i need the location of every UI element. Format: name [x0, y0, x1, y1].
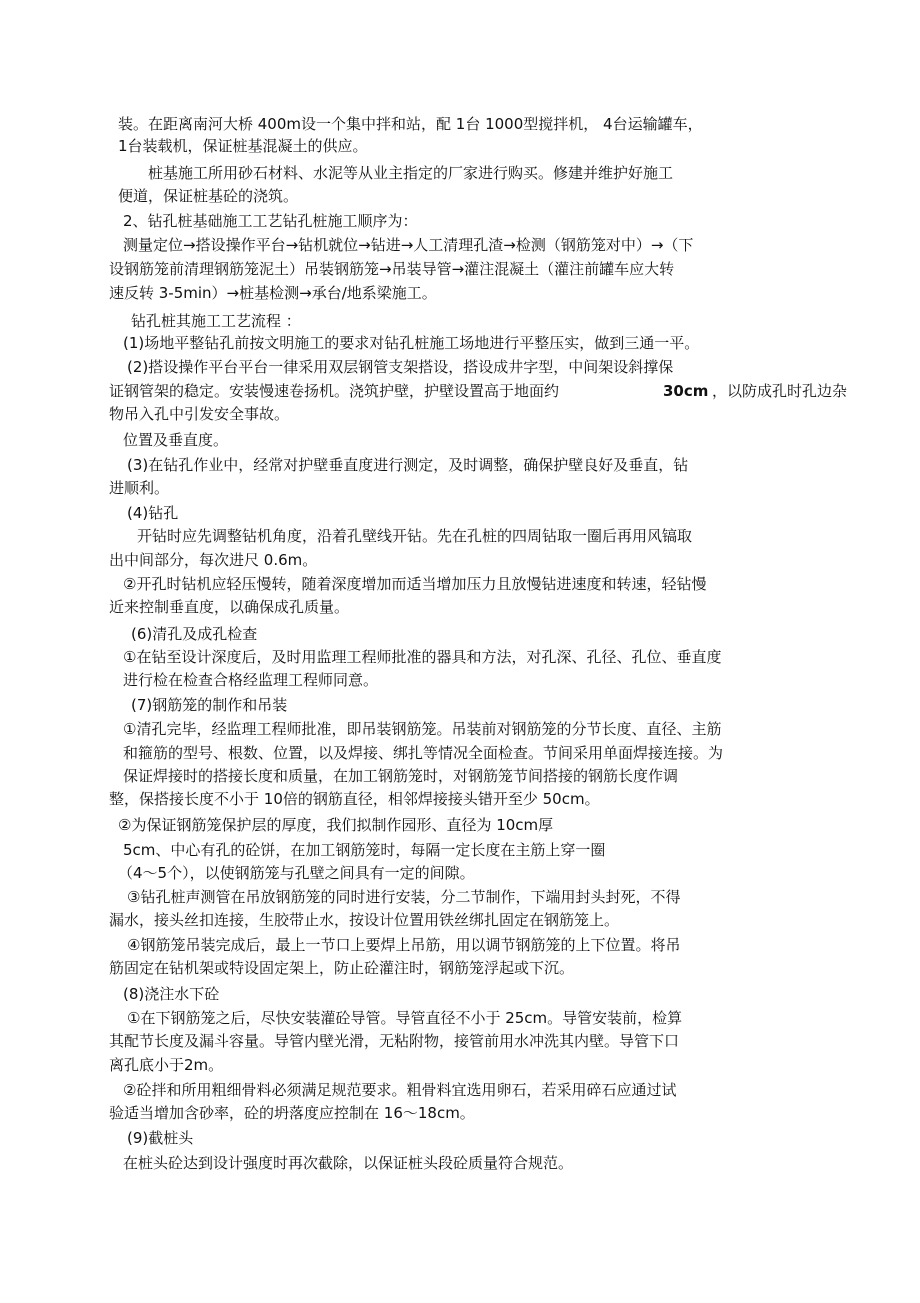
text-line: 近来控制垂直度，以确保成孔质量。	[109, 598, 350, 616]
text-line: (2)搭设操作平台平台一律采用双层钢管支架搭设，搭设成井字型，中间架设斜撑保	[127, 358, 674, 376]
text-line: 钻孔桩其施工工艺流程 ：	[131, 312, 301, 330]
text-line: 证钢管架的稳定。安装慢速卷扬机。浇筑护壁，护壁设置高于地面约	[109, 382, 560, 400]
text-line: 便道，保证桩基砼的浇筑。	[118, 187, 299, 205]
text-line: 离孔底小于2m。	[109, 1056, 224, 1074]
text-line: ①在钻至设计深度后，及时用监理工程师批准的器具和方法，对孔深、孔径、孔位、垂直度	[123, 648, 722, 666]
text-line: 整，保搭接长度不小于 10倍的钢筋直径，相邻焊接接头错开至少 50cm。	[109, 790, 600, 808]
text-line: (3)在钻孔作业中，经常对护壁垂直度进行测定，及时调整，确保护壁良好及垂直，钻	[127, 456, 689, 474]
text-line: ②为保证钢筋笼保护层的厚度，我们拟制作园形、直径为 10cm厚	[118, 816, 554, 834]
text-line: 物吊入孔中引发安全事故。	[109, 405, 290, 423]
text-line: 速反转 3-5min）→桩基检测→承台/地系梁施工。	[109, 284, 437, 302]
text-line: ②砼拌和所用粗细骨料必须满足规范要求。粗骨料宜选用卵石，若采用碎石应通过试	[123, 1081, 677, 1099]
text-line: ①在下钢筋笼之后，尽快安装灌砼导管。导管直径不小于 25cm。导管安装前，检算	[127, 1009, 683, 1027]
text-line: (1)场地平整钻孔前按文明施工的要求对钻孔桩施工场地进行平整压实，做到三通一平。	[123, 334, 700, 352]
text-line: 进行检在检查合格经监理工程师同意。	[123, 671, 379, 689]
text-line: ④钢筋笼吊装完成后，最上一节口上要焊上吊筋，用以调节钢筋笼的上下位置。将吊	[127, 936, 681, 954]
text-line: 和箍筋的型号、根数、位置，以及焊接、绑扎等情况全面检查。节间采用单面焊接连接。为	[123, 744, 724, 762]
text-line: 在桩头砼达到设计强度时再次截除，以保证桩头段砼质量符合规范。	[123, 1154, 574, 1172]
text-line: 桩基施工所用砂石材料、水泥等从业主指定的厂家进行购买。修建并维护好施工	[148, 164, 674, 182]
text-line: 筋固定在钻机架或特设固定架上，防止砼灌注时，钢筋笼浮起或下沉。	[109, 959, 575, 977]
text-line: 验适当增加含砂率，砼的坍落度应控制在 16～18cm。	[109, 1104, 475, 1122]
section-heading: 2、钻孔桩基础施工工艺钻孔桩施工顺序为：	[123, 212, 418, 230]
section-heading: (6)清孔及成孔检查	[131, 625, 258, 643]
text-line: 进顺利。	[109, 479, 170, 497]
section-heading: (8)浇注水下砼	[123, 985, 220, 1003]
text-line: 设钢筋笼前清理钢筋笼泥土）吊装钢筋笼→吊装导管→灌注混凝土（灌注前罐车应大转	[109, 260, 675, 278]
text-line: 装。在距离南河大桥 400m设一个集中拌和站，配 1台 1000型搅拌机， 4台运输罐车，	[118, 115, 703, 133]
text-line: 位置及垂直度。	[123, 431, 229, 449]
text-line: 开钻时应先调整钻机角度，沿着孔壁线开钻。先在孔桩的四周钻取一圈后再用风镐取	[137, 527, 693, 545]
text-line-emphasis: 30cm	[663, 382, 709, 400]
text-line: 测量定位→搭设操作平台→钻机就位→钻进→人工清理孔渣→检测（钢筋笼对中）→（下	[123, 236, 694, 254]
text-line: ③钻孔桩声测管在吊放钢筋笼的同时进行安装，分二节制作，下端用封头封死，不得	[127, 888, 681, 906]
text-line: 保证焊接时的搭接长度和质量，在加工钢筋笼时，对钢筋笼节间搭接的钢筋长度作调	[123, 767, 679, 785]
text-line: 5cm、中心有孔的砼饼，在加工钢筋笼时，每隔一定长度在主筋上穿一圈	[123, 841, 606, 859]
text-line: ①清孔完毕，经监理工程师批准，即吊装钢筋笼。吊装前对钢筋笼的分节长度、直径、主筋	[123, 720, 722, 738]
text-line: 1台装载机，保证桩基混凝土的供应。	[118, 137, 368, 155]
text-line: ，以防成孔时孔边杂	[712, 382, 848, 400]
text-line: 漏水，接头丝扣连接，生胶带止水，按设计位置用铁丝绑扎固定在钢筋笼上。	[109, 911, 620, 929]
section-heading: (4)钻孔	[127, 504, 179, 522]
text-line: （4～5个），以使钢筋笼与孔壁之间具有一定的间隙。	[118, 864, 475, 882]
section-heading: (7)钢筋笼的制作和吊装	[131, 696, 288, 714]
text-line: ②开孔时钻机应轻压慢转，随着深度增加而适当增加压力且放慢钻进速度和转速，轻钻慢	[123, 575, 707, 593]
section-heading: (9)截桩头	[127, 1129, 194, 1147]
text-line: 出中间部分，每次进尺 0.6m。	[109, 551, 318, 569]
text-line: 其配节长度及漏斗容量。导管内壁光滑，无粘附物，接管前用水冲洗其内壁。导管下口	[109, 1032, 680, 1050]
